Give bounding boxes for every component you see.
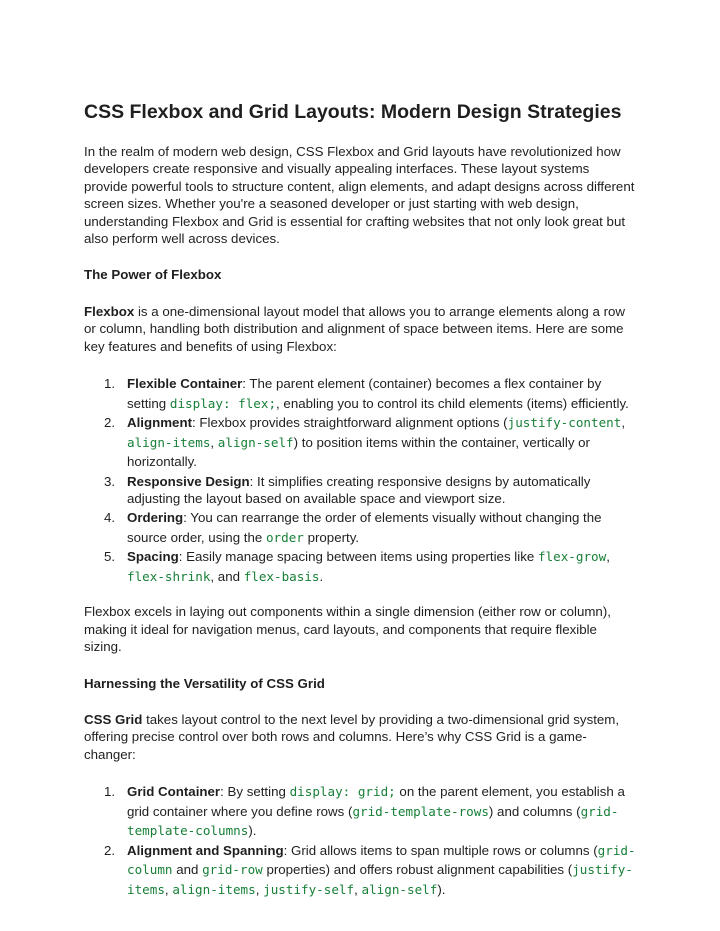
code-snippet: flex-shrink (127, 568, 211, 584)
item-title: Ordering (127, 510, 184, 526)
item-text: , (255, 881, 264, 897)
item-text: . (319, 568, 324, 584)
flexbox-lead-text: is a one-dimensional layout model that allows you to arrange elements along a row or column, handling both distribution and alignment of space between items. Here are some key features and benefits of using Flexbox: (84, 303, 626, 354)
flexbox-heading: The Power of Flexbox (84, 267, 222, 283)
item-text: : Flexbox provides straightforward alignment options ( (192, 415, 508, 431)
list-item (84, 841, 636, 900)
item-text: and (172, 862, 203, 878)
flexbox-lead-paragraph (84, 303, 636, 355)
item-text: , enabling you to control its child elements (items) efficiently. (276, 395, 629, 411)
code-snippet: justify-content (507, 415, 622, 431)
list-number: 2. (104, 415, 116, 431)
code-snippet: justify-self (263, 881, 355, 897)
code-snippet: display: flex; (169, 395, 277, 411)
item-text: , (164, 881, 173, 897)
item-text: ). (437, 881, 446, 897)
item-text: : You can rearrange the order of elements visually without changing the source order, using the (127, 510, 602, 545)
item-title: Grid Container (127, 784, 221, 800)
intro-paragraph: In the realm of modern web design, CSS Flexbox and Grid layouts have revolutionized how developers create responsive and visually appealing interfaces. These layout systems provide powerful tools to structure content, align elements, and adapt designs across different screen sizes. Whether you're a seasoned developer or just starting with web design, understanding Flexbox and Grid is essential for crafting websites that not only look great but also perform well across devices. (84, 144, 635, 247)
item-text: , (210, 434, 218, 450)
list-number: 3. (104, 473, 116, 489)
flexbox-lead-bold: Flexbox (84, 303, 135, 319)
list-item (84, 547, 636, 586)
grid-lead-text: takes layout control to the next level by providing a two-dimensional grid system, offering precise control over both rows and columns. Here’s why CSS Grid is a game-changer: (84, 712, 620, 762)
list-item (84, 413, 636, 472)
list-item (84, 374, 636, 413)
code-snippet: grid-template-rows (352, 803, 489, 819)
list-item (84, 473, 636, 508)
item-text: , and (210, 568, 244, 584)
code-snippet: grid-row (202, 862, 263, 878)
item-title: Alignment and Spanning (127, 842, 284, 858)
item-text: ) to position items within the container, vertically or horizontally. (127, 434, 590, 470)
list-number: 4. (104, 510, 116, 526)
list-number: 1. (104, 784, 116, 800)
code-snippet: align-self (217, 434, 294, 450)
flexbox-outro-paragraph: Flexbox excels in laying out components within a single dimension (either row or column), making it ideal for navigation menus, card layouts, and components that require flexible sizing. (84, 604, 611, 655)
item-text: ). (248, 823, 257, 839)
grid-lead-bold: CSS Grid (84, 712, 143, 727)
code-snippet: grid-column (127, 842, 636, 878)
item-text: : It simplifies creating responsive designs by automatically adjusting the layout based on available space and viewport size. (127, 473, 591, 506)
code-snippet: align-self (361, 881, 438, 897)
grid-lead-paragraph (84, 711, 636, 763)
flexbox-feature-list (84, 374, 636, 586)
list-item (84, 508, 636, 547)
item-text: : The parent element (container) becomes a flex container by setting (127, 376, 602, 411)
item-text: properties) and offers robust alignment capabilities ( (262, 862, 573, 878)
item-text: on the parent element, you establish a grid container where you define rows ( (127, 784, 625, 819)
item-title: Alignment (127, 415, 193, 431)
item-text: : Easily manage spacing between items using properties like (178, 549, 538, 565)
item-text: property. (303, 529, 360, 545)
grid-feature-list (84, 782, 636, 899)
list-number: 2. (104, 842, 116, 858)
code-snippet: justify-items (127, 862, 633, 897)
code-snippet: align-items (172, 881, 256, 897)
code-snippet: grid-template-columns (127, 803, 619, 839)
list-item (84, 782, 636, 841)
item-title: Responsive Design (127, 473, 250, 489)
item-text: : Grid allows items to span multiple rows or columns ( (283, 842, 598, 858)
code-snippet: display: grid; (289, 784, 396, 800)
item-title: Flexible Container (127, 376, 243, 392)
item-text: ) and columns ( (488, 803, 581, 819)
code-snippet: flex-basis (243, 568, 320, 584)
list-number: 5. (104, 549, 116, 565)
code-snippet: flex-grow (537, 549, 607, 565)
item-title: Spacing (127, 549, 179, 565)
grid-heading: Harnessing the Versatility of CSS Grid (84, 675, 325, 691)
code-snippet: order (265, 529, 304, 545)
item-text: , (354, 881, 362, 897)
page-title: CSS Flexbox and Grid Layouts: Modern Design Strategies (84, 101, 622, 123)
item-text: , (621, 415, 626, 431)
item-text: : By setting (220, 784, 290, 800)
item-text: , (606, 549, 610, 565)
list-number: 1. (104, 376, 116, 392)
code-snippet: align-items (127, 434, 211, 450)
